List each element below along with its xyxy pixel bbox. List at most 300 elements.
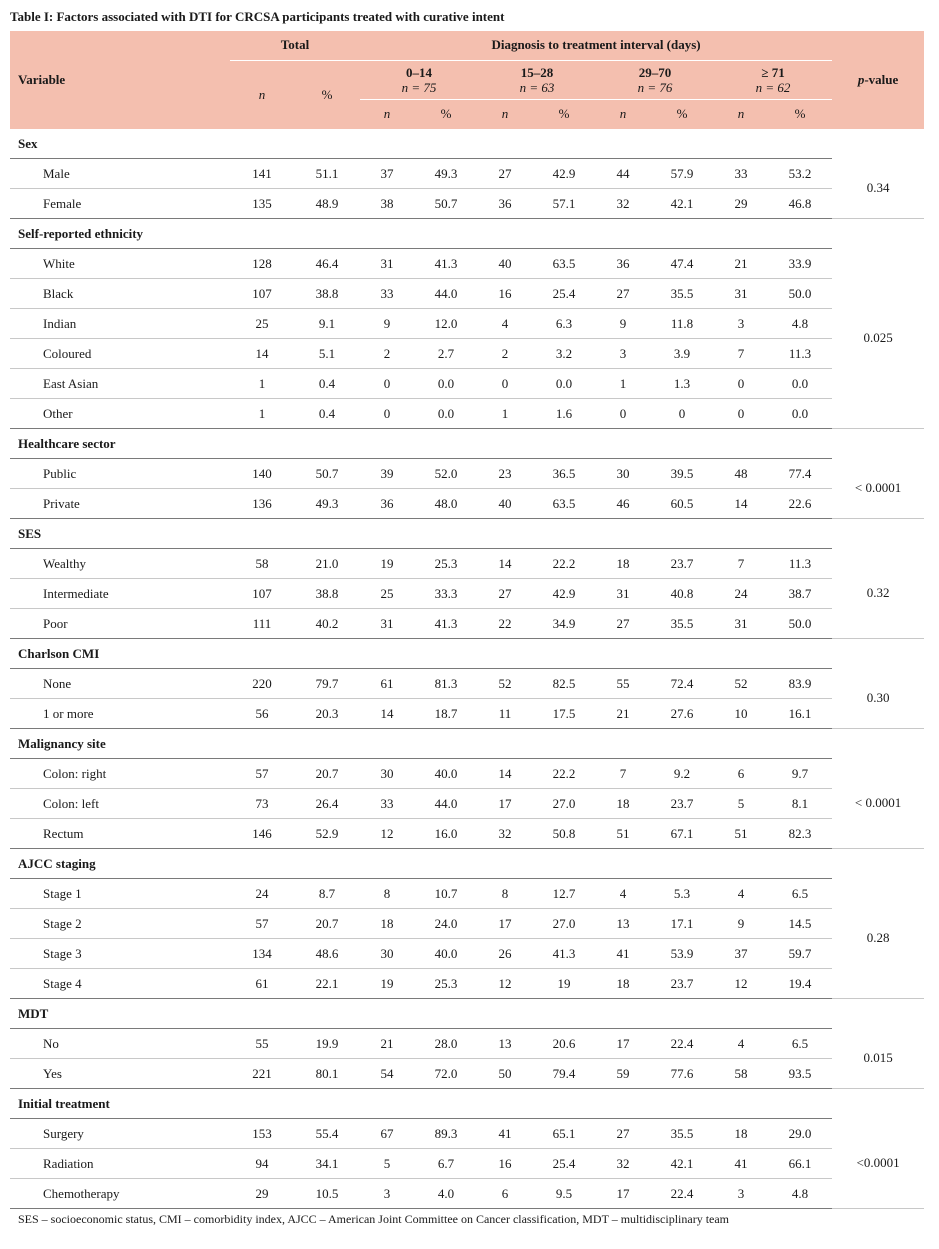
cell-value: 22.4	[650, 1179, 714, 1209]
cell-value: 0.0	[768, 369, 832, 399]
table-header	[10, 31, 924, 129]
cell-value: 21.0	[294, 549, 360, 579]
cell-value: 10.7	[414, 879, 478, 909]
cell-value: 4.8	[768, 1179, 832, 1209]
row-label: Stage 1	[10, 879, 230, 909]
p-value: < 0.0001	[832, 459, 924, 519]
cell-value: 3.2	[532, 339, 596, 369]
cell-value: 60.5	[650, 489, 714, 519]
table-row	[10, 1179, 924, 1209]
header-total: Total	[230, 31, 360, 60]
cell-value: 19	[360, 969, 414, 999]
cell-value: 19.4	[768, 969, 832, 999]
cell-value: 67.1	[650, 819, 714, 849]
section-title: Initial treatment	[10, 1089, 832, 1119]
cell-value: 14	[478, 759, 532, 789]
table-row	[10, 609, 924, 639]
table-row	[10, 399, 924, 429]
header-variable: Variable	[10, 31, 230, 129]
header-group-3: ≥ 71 n = 62	[714, 60, 832, 99]
cell-value: 11.3	[768, 549, 832, 579]
cell-value: 67	[360, 1119, 414, 1149]
cell-value: 40.0	[414, 939, 478, 969]
section-spacer	[832, 129, 924, 159]
header-n: n	[360, 99, 414, 129]
cell-value: 4	[714, 879, 768, 909]
table-row	[10, 579, 924, 609]
cell-value: 6.5	[768, 879, 832, 909]
header-group-1: 15–28 n = 63	[478, 60, 596, 99]
cell-value: 34.9	[532, 609, 596, 639]
cell-value: 23.7	[650, 789, 714, 819]
cell-value: 221	[230, 1059, 294, 1089]
cell-value: 146	[230, 819, 294, 849]
cell-value: 80.1	[294, 1059, 360, 1089]
cell-value: 61	[230, 969, 294, 999]
table-row	[10, 759, 924, 789]
cell-value: 83.9	[768, 669, 832, 699]
cell-value: 8	[360, 879, 414, 909]
cell-value: 77.4	[768, 459, 832, 489]
row-label: Private	[10, 489, 230, 519]
cell-value: 107	[230, 279, 294, 309]
section-header	[10, 849, 924, 879]
cell-value: 2	[360, 339, 414, 369]
cell-value: 9	[360, 309, 414, 339]
cell-value: 47.4	[650, 249, 714, 279]
row-label: Colon: left	[10, 789, 230, 819]
table-row	[10, 1029, 924, 1059]
cell-value: 0.0	[532, 369, 596, 399]
cell-value: 31	[596, 579, 650, 609]
section-title: Healthcare sector	[10, 429, 832, 459]
cell-value: 27	[596, 1119, 650, 1149]
section-header	[10, 429, 924, 459]
cell-value: 52.0	[414, 459, 478, 489]
cell-value: 6	[714, 759, 768, 789]
cell-value: 9	[596, 309, 650, 339]
cell-value: 81.3	[414, 669, 478, 699]
cell-value: 31	[714, 279, 768, 309]
table-row	[10, 369, 924, 399]
cell-value: 27	[596, 279, 650, 309]
cell-value: 21	[596, 699, 650, 729]
cell-value: 38	[360, 189, 414, 219]
row-label: Stage 4	[10, 969, 230, 999]
cell-value: 6.5	[768, 1029, 832, 1059]
cell-value: 9	[714, 909, 768, 939]
cell-value: 1	[230, 399, 294, 429]
cell-value: 23.7	[650, 969, 714, 999]
cell-value: 51.1	[294, 159, 360, 189]
cell-value: 0.4	[294, 369, 360, 399]
cell-value: 4	[478, 309, 532, 339]
cell-value: 41	[714, 1149, 768, 1179]
cell-value: 10.5	[294, 1179, 360, 1209]
section-spacer	[832, 849, 924, 879]
table-row	[10, 1149, 924, 1179]
cell-value: 51	[596, 819, 650, 849]
row-label: East Asian	[10, 369, 230, 399]
cell-value: 22	[478, 609, 532, 639]
cell-value: 29	[230, 1179, 294, 1209]
row-label: Yes	[10, 1059, 230, 1089]
section-spacer	[832, 429, 924, 459]
table-row	[10, 489, 924, 519]
cell-value: 6.7	[414, 1149, 478, 1179]
cell-value: 30	[596, 459, 650, 489]
cell-value: 14	[714, 489, 768, 519]
cell-value: 12.0	[414, 309, 478, 339]
cell-value: 79.7	[294, 669, 360, 699]
cell-value: 220	[230, 669, 294, 699]
cell-value: 8	[478, 879, 532, 909]
cell-value: 25	[360, 579, 414, 609]
row-label: Other	[10, 399, 230, 429]
cell-value: 48.6	[294, 939, 360, 969]
cell-value: 27	[596, 609, 650, 639]
header-total-pct: %	[294, 60, 360, 129]
section-spacer	[832, 729, 924, 759]
cell-value: 21	[714, 249, 768, 279]
section-header	[10, 999, 924, 1029]
cell-value: 37	[714, 939, 768, 969]
p-value: 0.32	[832, 549, 924, 639]
header-pct: %	[414, 99, 478, 129]
row-label: Stage 2	[10, 909, 230, 939]
cell-value: 40.2	[294, 609, 360, 639]
cell-value: 3	[360, 1179, 414, 1209]
section-spacer	[832, 1089, 924, 1119]
cell-value: 23.7	[650, 549, 714, 579]
cell-value: 26.4	[294, 789, 360, 819]
cell-value: 17	[478, 789, 532, 819]
cell-value: 44.0	[414, 279, 478, 309]
cell-value: 38.7	[768, 579, 832, 609]
cell-value: 50.0	[768, 609, 832, 639]
cell-value: 2	[478, 339, 532, 369]
section-spacer	[832, 639, 924, 669]
section-header	[10, 219, 924, 249]
cell-value: 31	[360, 249, 414, 279]
header-n: n	[596, 99, 650, 129]
cell-value: 94	[230, 1149, 294, 1179]
cell-value: 13	[478, 1029, 532, 1059]
cell-value: 40.8	[650, 579, 714, 609]
table-body	[10, 129, 924, 1209]
cell-value: 0	[478, 369, 532, 399]
cell-value: 11.8	[650, 309, 714, 339]
table-row	[10, 1119, 924, 1149]
table-row	[10, 909, 924, 939]
cell-value: 20.7	[294, 909, 360, 939]
table-row	[10, 669, 924, 699]
cell-value: 22.1	[294, 969, 360, 999]
cell-value: 0	[714, 399, 768, 429]
header-pvalue: p-value	[832, 31, 924, 129]
cell-value: 82.5	[532, 669, 596, 699]
table-caption: Table I: Factors associated with DTI for CRCSA participants treated with curative intent	[10, 9, 505, 24]
cell-value: 22.4	[650, 1029, 714, 1059]
cell-value: 22.2	[532, 549, 596, 579]
section-title: Sex	[10, 129, 832, 159]
cell-value: 36.5	[532, 459, 596, 489]
table-row	[10, 459, 924, 489]
section-header	[10, 1089, 924, 1119]
p-value: 0.015	[832, 1029, 924, 1089]
p-value: 0.28	[832, 879, 924, 999]
cell-value: 5.1	[294, 339, 360, 369]
cell-value: 42.1	[650, 189, 714, 219]
cell-value: 5	[714, 789, 768, 819]
cell-value: 0	[360, 399, 414, 429]
cell-value: 12	[360, 819, 414, 849]
section-title: Charlson CMI	[10, 639, 832, 669]
cell-value: 39	[360, 459, 414, 489]
p-value: 0.025	[832, 249, 924, 429]
cell-value: 58	[230, 549, 294, 579]
p-value: 0.30	[832, 669, 924, 729]
cell-value: 27.0	[532, 789, 596, 819]
table-row	[10, 1059, 924, 1089]
cell-value: 27	[478, 159, 532, 189]
cell-value: 27.0	[532, 909, 596, 939]
cell-value: 29.0	[768, 1119, 832, 1149]
cell-value: 2.7	[414, 339, 478, 369]
cell-value: 66.1	[768, 1149, 832, 1179]
cell-value: 17	[478, 909, 532, 939]
cell-value: 1.6	[532, 399, 596, 429]
cell-value: 72.4	[650, 669, 714, 699]
cell-value: 31	[714, 609, 768, 639]
row-label: Colon: right	[10, 759, 230, 789]
table-row	[10, 309, 924, 339]
cell-value: 14.5	[768, 909, 832, 939]
cell-value: 31	[360, 609, 414, 639]
table-row	[10, 789, 924, 819]
cell-value: 42.9	[532, 579, 596, 609]
section-spacer	[832, 219, 924, 249]
cell-value: 53.2	[768, 159, 832, 189]
cell-value: 35.5	[650, 1119, 714, 1149]
cell-value: 46	[596, 489, 650, 519]
cell-value: 8.1	[768, 789, 832, 819]
cell-value: 26	[478, 939, 532, 969]
cell-value: 13	[596, 909, 650, 939]
cell-value: 11.3	[768, 339, 832, 369]
cell-value: 25.4	[532, 279, 596, 309]
cell-value: 16.0	[414, 819, 478, 849]
table-row	[10, 189, 924, 219]
row-label: White	[10, 249, 230, 279]
cell-value: 0.4	[294, 399, 360, 429]
cell-value: 41.3	[532, 939, 596, 969]
row-label: No	[10, 1029, 230, 1059]
cell-value: 3	[596, 339, 650, 369]
cell-value: 22.2	[532, 759, 596, 789]
cell-value: 33	[714, 159, 768, 189]
cell-value: 28.0	[414, 1029, 478, 1059]
cell-value: 65.1	[532, 1119, 596, 1149]
cell-value: 111	[230, 609, 294, 639]
cell-value: 72.0	[414, 1059, 478, 1089]
cell-value: 107	[230, 579, 294, 609]
cell-value: 48.9	[294, 189, 360, 219]
cell-value: 37	[360, 159, 414, 189]
cell-value: 0.0	[414, 369, 478, 399]
cell-value: 57.9	[650, 159, 714, 189]
cell-value: 0	[650, 399, 714, 429]
cell-value: 1	[596, 369, 650, 399]
row-label: Coloured	[10, 339, 230, 369]
cell-value: 20.6	[532, 1029, 596, 1059]
cell-value: 52	[714, 669, 768, 699]
cell-value: 153	[230, 1119, 294, 1149]
row-label: Radiation	[10, 1149, 230, 1179]
cell-value: 25.3	[414, 549, 478, 579]
section-header	[10, 519, 924, 549]
cell-value: 32	[596, 1149, 650, 1179]
cell-value: 135	[230, 189, 294, 219]
cell-value: 25	[230, 309, 294, 339]
row-label: 1 or more	[10, 699, 230, 729]
cell-value: 1	[230, 369, 294, 399]
cell-value: 24	[230, 879, 294, 909]
cell-value: 52	[478, 669, 532, 699]
cell-value: 41.3	[414, 609, 478, 639]
header-pct: %	[532, 99, 596, 129]
header-dti: Diagnosis to treatment interval (days)	[360, 31, 832, 60]
table-row	[10, 879, 924, 909]
cell-value: 53.9	[650, 939, 714, 969]
row-label: Public	[10, 459, 230, 489]
header-total-n: n	[230, 60, 294, 129]
row-label: None	[10, 669, 230, 699]
cell-value: 0	[714, 369, 768, 399]
cell-value: 79.4	[532, 1059, 596, 1089]
cell-value: 8.7	[294, 879, 360, 909]
cell-value: 34.1	[294, 1149, 360, 1179]
cell-value: 77.6	[650, 1059, 714, 1089]
table-row	[10, 279, 924, 309]
cell-value: 32	[478, 819, 532, 849]
cell-value: 29	[714, 189, 768, 219]
header-group-2: 29–70 n = 76	[596, 60, 714, 99]
section-title: MDT	[10, 999, 832, 1029]
section-title: Malignancy site	[10, 729, 832, 759]
section-title: AJCC staging	[10, 849, 832, 879]
cell-value: 0	[596, 399, 650, 429]
row-label: Female	[10, 189, 230, 219]
cell-value: 14	[360, 699, 414, 729]
cell-value: 52.9	[294, 819, 360, 849]
cell-value: 55.4	[294, 1119, 360, 1149]
cell-value: 33	[360, 789, 414, 819]
cell-value: 36	[360, 489, 414, 519]
section-title: Self-reported ethnicity	[10, 219, 832, 249]
row-label: Intermediate	[10, 579, 230, 609]
data-table	[10, 31, 924, 1209]
cell-value: 10	[714, 699, 768, 729]
cell-value: 134	[230, 939, 294, 969]
row-label: Stage 3	[10, 939, 230, 969]
cell-value: 18	[596, 969, 650, 999]
cell-value: 20.7	[294, 759, 360, 789]
cell-value: 32	[596, 189, 650, 219]
cell-value: 41.3	[414, 249, 478, 279]
cell-value: 5.3	[650, 879, 714, 909]
cell-value: 18	[360, 909, 414, 939]
cell-value: 12	[714, 969, 768, 999]
cell-value: 16	[478, 279, 532, 309]
cell-value: 6.3	[532, 309, 596, 339]
cell-value: 40	[478, 249, 532, 279]
cell-value: 17.1	[650, 909, 714, 939]
cell-value: 5	[360, 1149, 414, 1179]
table-row	[10, 939, 924, 969]
cell-value: 1.3	[650, 369, 714, 399]
p-value: 0.34	[832, 159, 924, 219]
section-header	[10, 129, 924, 159]
cell-value: 41	[596, 939, 650, 969]
table-row	[10, 969, 924, 999]
section-title: SES	[10, 519, 832, 549]
p-value: <0.0001	[832, 1119, 924, 1209]
cell-value: 73	[230, 789, 294, 819]
cell-value: 1	[478, 399, 532, 429]
cell-value: 54	[360, 1059, 414, 1089]
cell-value: 50.0	[768, 279, 832, 309]
cell-value: 3	[714, 1179, 768, 1209]
row-label: Chemotherapy	[10, 1179, 230, 1209]
cell-value: 3	[714, 309, 768, 339]
header-pct: %	[768, 99, 832, 129]
cell-value: 38.8	[294, 579, 360, 609]
section-header	[10, 639, 924, 669]
cell-value: 49.3	[414, 159, 478, 189]
cell-value: 9.2	[650, 759, 714, 789]
cell-value: 11	[478, 699, 532, 729]
cell-value: 33.3	[414, 579, 478, 609]
cell-value: 55	[230, 1029, 294, 1059]
cell-value: 35.5	[650, 279, 714, 309]
cell-value: 4.8	[768, 309, 832, 339]
cell-value: 42.9	[532, 159, 596, 189]
cell-value: 35.5	[650, 609, 714, 639]
cell-value: 50.8	[532, 819, 596, 849]
cell-value: 61	[360, 669, 414, 699]
cell-value: 20.3	[294, 699, 360, 729]
row-label: Indian	[10, 309, 230, 339]
cell-value: 7	[714, 549, 768, 579]
cell-value: 18	[714, 1119, 768, 1149]
header-n: n	[478, 99, 532, 129]
cell-value: 12.7	[532, 879, 596, 909]
cell-value: 51	[714, 819, 768, 849]
header-pct: %	[650, 99, 714, 129]
row-label: Surgery	[10, 1119, 230, 1149]
cell-value: 40.0	[414, 759, 478, 789]
cell-value: 21	[360, 1029, 414, 1059]
cell-value: 16	[478, 1149, 532, 1179]
cell-value: 27.6	[650, 699, 714, 729]
header-group-0: 0–14 n = 75	[360, 60, 478, 99]
table-row	[10, 339, 924, 369]
cell-value: 41	[478, 1119, 532, 1149]
cell-value: 140	[230, 459, 294, 489]
cell-value: 17	[596, 1029, 650, 1059]
cell-value: 9.1	[294, 309, 360, 339]
